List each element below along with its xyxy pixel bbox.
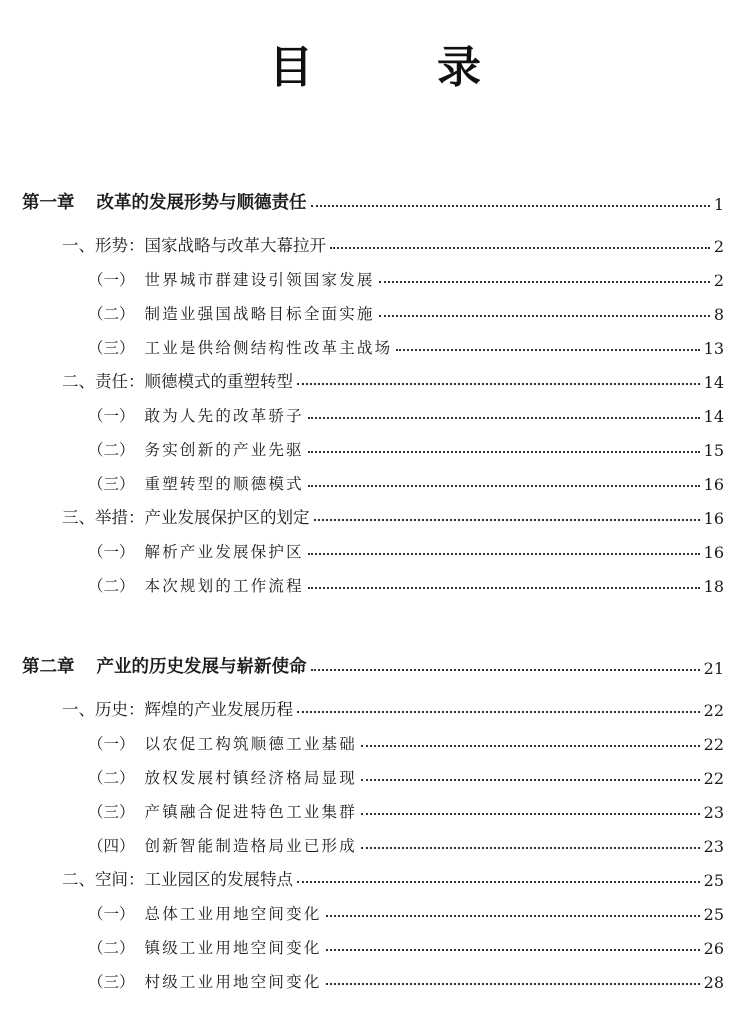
toc-section[interactable] xyxy=(0,686,750,720)
page-number: 23 xyxy=(703,837,724,856)
toc-section[interactable] xyxy=(0,222,750,256)
chapter-number: 第二章 xyxy=(22,657,75,677)
toc-subsection[interactable] xyxy=(0,460,750,494)
subsection-number: （一） xyxy=(88,905,135,923)
dot-leader xyxy=(308,587,700,589)
page-number: 25 xyxy=(703,871,724,890)
page-number: 26 xyxy=(703,939,724,958)
page-number: 23 xyxy=(703,803,724,822)
section-title: 二、空间：工业园区的发展特点 xyxy=(62,870,293,889)
page-number: 8 xyxy=(713,305,724,324)
subsection-number: （三） xyxy=(88,973,135,991)
dot-leader xyxy=(326,915,700,917)
subsection-number: （二） xyxy=(88,441,135,459)
page-number: 18 xyxy=(703,577,724,596)
subsection-title: 制造业强国战略目标全面实施 xyxy=(144,305,375,323)
dot-leader xyxy=(311,669,700,671)
chapter-title: 产业的历史发展与崭新使命 xyxy=(96,657,307,677)
subsection-number: （一） xyxy=(88,407,135,425)
page-number: 2 xyxy=(713,237,724,256)
dot-leader xyxy=(361,779,700,781)
section-title: 三、举措：产业发展保护区的划定 xyxy=(62,508,310,527)
page-number: 16 xyxy=(703,509,724,528)
toc-subsection[interactable] xyxy=(0,890,750,924)
page-number: 14 xyxy=(703,373,724,392)
page-number: 21 xyxy=(703,659,724,678)
toc-subsection[interactable] xyxy=(0,562,750,596)
toc-subsection[interactable] xyxy=(0,392,750,426)
page-number: 1 xyxy=(713,195,724,214)
page-number: 28 xyxy=(703,973,724,992)
subsection-number: （二） xyxy=(88,305,135,323)
subsection-title: 解析产业发展保护区 xyxy=(144,543,304,561)
subsection-title: 重塑转型的顺德模式 xyxy=(144,475,304,493)
toc-subsection[interactable] xyxy=(0,924,750,958)
toc-section[interactable] xyxy=(0,856,750,890)
subsection-title: 本次规划的工作流程 xyxy=(144,577,304,595)
section-title: 二、责任：顺德模式的重塑转型 xyxy=(62,372,293,391)
toc-chapter-1[interactable] xyxy=(0,180,750,214)
dot-leader xyxy=(297,881,700,883)
toc-subsection[interactable] xyxy=(0,788,750,822)
subsection-number: （二） xyxy=(88,577,135,595)
subsection-number: （三） xyxy=(88,475,135,493)
toc-subsection[interactable] xyxy=(0,958,750,992)
dot-leader xyxy=(396,349,699,351)
dot-leader xyxy=(308,485,700,487)
subsection-number: （四） xyxy=(88,837,135,855)
subsection-number: （三） xyxy=(88,803,135,821)
dot-leader xyxy=(330,247,710,249)
toc-subsection[interactable] xyxy=(0,324,750,358)
subsection-title: 产镇融合促进特色工业集群 xyxy=(144,803,357,821)
subsection-title: 以农促工构筑顺德工业基础 xyxy=(144,735,357,753)
page-number: 13 xyxy=(703,339,724,358)
dot-leader xyxy=(314,519,700,521)
subsection-title: 务实创新的产业先驱 xyxy=(144,441,304,459)
subsection-title: 镇级工业用地空间变化 xyxy=(144,939,322,957)
page-number: 16 xyxy=(703,475,724,494)
page-number: 15 xyxy=(703,441,724,460)
subsection-number: （二） xyxy=(88,939,135,957)
page-number: 16 xyxy=(703,543,724,562)
toc-chapter-2[interactable] xyxy=(0,644,750,678)
toc-subsection[interactable] xyxy=(0,426,750,460)
section-title: 一、形势：国家战略与改革大幕拉开 xyxy=(62,236,326,255)
dot-leader xyxy=(297,711,700,713)
dot-leader xyxy=(361,813,700,815)
dot-leader xyxy=(311,205,710,207)
dot-leader xyxy=(308,553,700,555)
section-title: 一、历史：辉煌的产业发展历程 xyxy=(62,700,293,719)
dot-leader xyxy=(361,745,700,747)
subsection-title: 村级工业用地空间变化 xyxy=(144,973,322,991)
dot-leader xyxy=(297,383,700,385)
dot-leader xyxy=(326,949,700,951)
subsection-number: （二） xyxy=(88,769,135,787)
subsection-number: （一） xyxy=(88,271,135,289)
dot-leader xyxy=(308,417,700,419)
toc-subsection[interactable] xyxy=(0,720,750,754)
subsection-title: 工业是供给侧结构性改革主战场 xyxy=(144,339,393,357)
subsection-title: 世界城市群建设引领国家发展 xyxy=(144,271,375,289)
subsection-number: （一） xyxy=(88,543,135,561)
dot-leader xyxy=(361,847,700,849)
page-number: 14 xyxy=(703,407,724,426)
page-number: 22 xyxy=(703,769,724,788)
subsection-number: （一） xyxy=(88,735,135,753)
toc-subsection[interactable] xyxy=(0,290,750,324)
page-number: 22 xyxy=(703,735,724,754)
subsection-title: 放权发展村镇经济格局显现 xyxy=(144,769,357,787)
subsection-title: 总体工业用地空间变化 xyxy=(144,905,322,923)
chapter-title: 改革的发展形势与顺德责任 xyxy=(96,193,307,213)
toc-section[interactable] xyxy=(0,494,750,528)
page-number: 25 xyxy=(703,905,724,924)
toc-subsection[interactable] xyxy=(0,754,750,788)
toc-section[interactable] xyxy=(0,358,750,392)
chapter-number: 第一章 xyxy=(22,193,75,213)
page-title: 目 录 xyxy=(269,42,521,93)
page-number: 2 xyxy=(713,271,724,290)
subsection-title: 敢为人先的改革骄子 xyxy=(144,407,304,425)
dot-leader xyxy=(326,983,700,985)
subsection-title: 创新智能制造格局业已形成 xyxy=(144,837,357,855)
toc-subsection[interactable] xyxy=(0,822,750,856)
toc-subsection[interactable] xyxy=(0,256,750,290)
dot-leader xyxy=(379,315,710,317)
toc-subsection[interactable] xyxy=(0,528,750,562)
dot-leader xyxy=(308,451,700,453)
subsection-number: （三） xyxy=(88,339,135,357)
page-number: 22 xyxy=(703,701,724,720)
dot-leader xyxy=(379,281,710,283)
